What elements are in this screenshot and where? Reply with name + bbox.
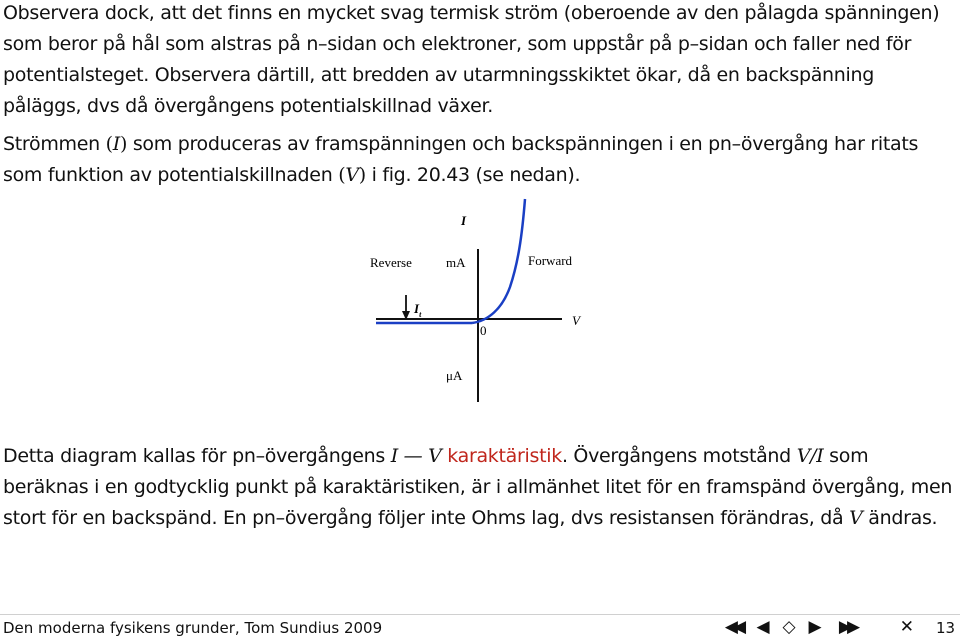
axis-label-I: I <box>461 213 467 228</box>
iv-characteristic-figure <box>362 197 594 417</box>
paragraph-characteristic <box>3 441 958 534</box>
paragraph-iv-description <box>3 129 958 191</box>
p3-text-b: . Övergångens motstånd <box>561 445 797 467</box>
paragraph-thermal-current: Observera dock, att det finns en mycket svag termisk ström (oberoende av den pålagda spänningen) som beror på hål som alstras på n–sidan och elektroner, som uppstår på p–sidan och faller ned för potentialsteget. Observera därtill, att bredden av utarmningsskiktet ökar, då en backspänning påläggs, dvs då övergångens potentialskillnad växer. <box>3 2 940 117</box>
p2-math-V: V <box>345 164 359 186</box>
label-mA: mA <box>446 255 466 270</box>
p2-paren-close-v: ) <box>358 164 366 186</box>
page-number: 13 <box>936 619 956 637</box>
nav-close-icon[interactable]: ✕ <box>899 617 914 637</box>
p2-paren-open: ( <box>105 133 113 155</box>
p2-paren-close: ) <box>119 133 128 155</box>
label-forward: Forward <box>528 253 573 268</box>
nav-first-icon[interactable]: ◀◀ <box>724 617 742 637</box>
label-reverse: Reverse <box>370 255 412 270</box>
axis-label-V: V <box>572 313 580 328</box>
p3-math-IV: I — V <box>390 445 442 467</box>
slide-navigation <box>716 616 914 638</box>
p2-text-a: Strömmen <box>3 133 106 155</box>
p2-math-I: I <box>112 133 120 155</box>
label-zero: 0 <box>480 323 487 338</box>
p3-text-a: Detta diagram kallas för pn–övergångens <box>3 445 391 467</box>
nav-last-icon[interactable]: ▶▶ <box>838 617 856 637</box>
label-It: $I_t$ <box>414 301 422 319</box>
p3-red-term: karaktäristik <box>441 445 562 467</box>
footer-credit: Den moderna fysikens grunder, Tom Sundius 2009 <box>3 619 383 637</box>
p2-text-c: i fig. 20.43 (se nedan). <box>365 164 581 186</box>
p3-math-V: V <box>849 507 863 529</box>
nav-prev-icon[interactable]: ◀ <box>756 617 770 637</box>
p2-text-b: som produceras av framspänningen och backspänningen i en pn–övergång har ritats som funktion av potentialskillnaden <box>3 133 919 186</box>
nav-next-icon[interactable]: ▶ <box>808 617 822 637</box>
label-uA: μA <box>446 368 463 383</box>
nav-back-icon[interactable]: ◇ <box>782 617 796 637</box>
footer-rule <box>0 614 960 615</box>
p3-text-d: ändras. <box>862 507 938 529</box>
p3-text-c: som beräknas i en godtycklig punkt på karaktäristiken, är i allmänhet litet för en framspänd övergång, men stort för en backspänd. En pn–övergång följer inte Ohms lag, dvs resistansen förändras, då <box>3 445 953 529</box>
forward-current-curve <box>472 199 525 323</box>
p2-paren-open-v: ( <box>338 164 346 186</box>
p3-math-VI: V/I <box>796 445 824 467</box>
